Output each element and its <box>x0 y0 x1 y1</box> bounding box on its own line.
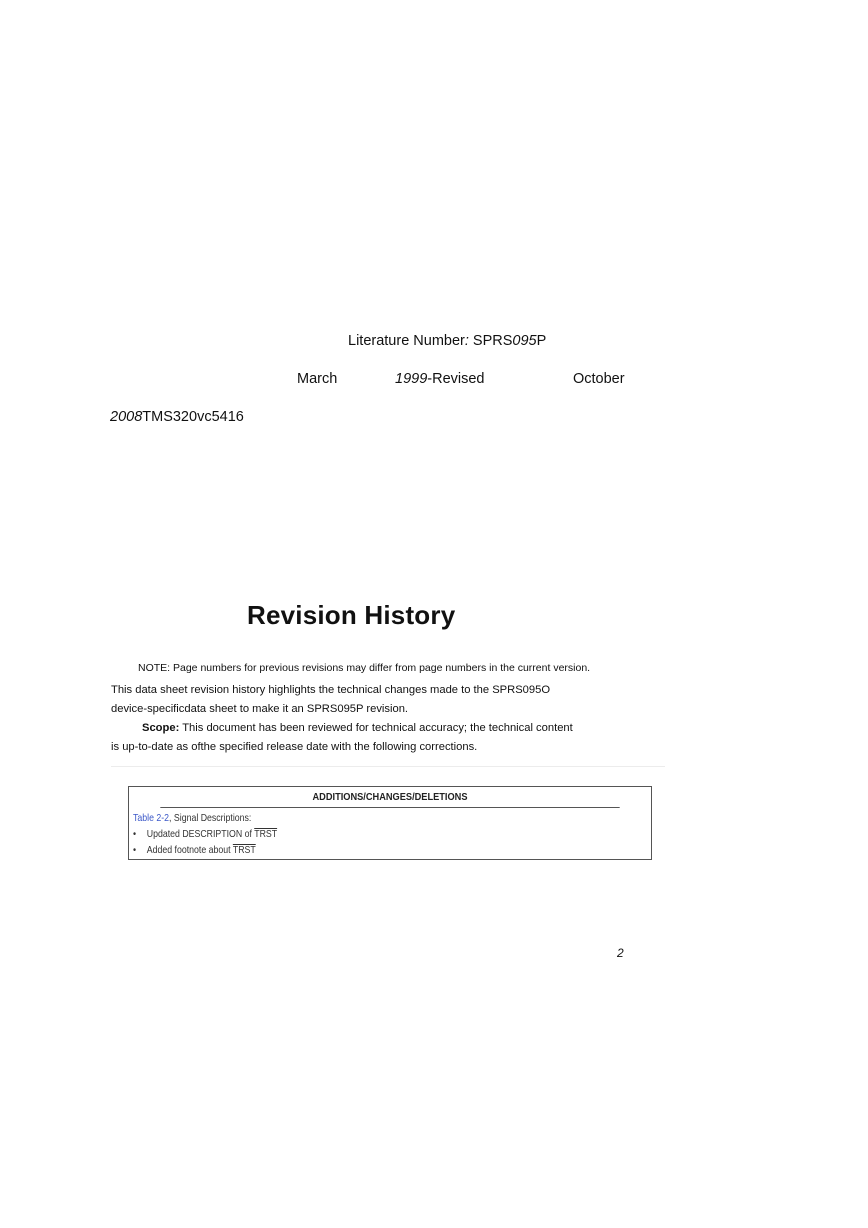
date-revised-month: October <box>573 371 625 387</box>
part-number: TMS320vc5416 <box>142 409 244 425</box>
changes-table-header: ADDITIONS/CHANGES/DELETIONS <box>160 787 619 808</box>
section-divider <box>111 766 665 767</box>
signal-name: TRST <box>254 829 278 840</box>
date-revised-year: 2008 <box>110 409 143 425</box>
date-start-year-line <box>395 371 484 387</box>
scope-line <box>142 722 573 734</box>
scope-label: Scope: <box>142 722 180 734</box>
changes-table-body <box>129 808 651 859</box>
literature-number-prefix: SPRS <box>472 333 513 349</box>
list-item-text: Added footnote about <box>146 845 233 856</box>
date-start-month: March <box>297 371 338 387</box>
literature-number-colon: : <box>464 333 469 349</box>
signal-name: TRST <box>232 845 256 856</box>
list-item <box>133 827 578 843</box>
list-item <box>133 843 578 859</box>
table-ref-text: , Signal Descriptions: <box>169 813 252 824</box>
page-number: 2 <box>617 946 624 960</box>
scope-line-2: is up-to-date as ofthe specified release date with the following corrections. <box>111 741 478 753</box>
list-item-text: Updated DESCRIPTION of <box>146 829 255 840</box>
bullet-icon: • <box>133 829 137 840</box>
intro-line-2: device-specificdata sheet to make it an SPRS095P revision. <box>111 703 409 715</box>
scope-text: This document has been reviewed for technical accuracy; the technical content <box>179 722 573 734</box>
table-ref-line <box>133 811 578 827</box>
date-start-year: 1999 <box>395 371 428 387</box>
literature-number-label: Literature Number <box>348 333 465 349</box>
part-number-line <box>110 409 244 425</box>
revision-note: NOTE: Page numbers for previous revisions may differ from page numbers in the current version. <box>138 662 591 674</box>
literature-number-digits: 095 <box>512 333 537 349</box>
date-revised-label: -Revised <box>427 371 485 387</box>
literature-number-line <box>348 333 546 349</box>
literature-number-suffix: P <box>536 333 547 349</box>
changes-table <box>128 786 652 860</box>
table-2-2-link[interactable]: Table 2-2 <box>133 813 170 824</box>
bullet-icon: • <box>133 845 137 856</box>
revision-history-title: Revision History <box>247 600 456 630</box>
intro-line-1: This data sheet revision history highlights the technical changes made to the SPRS095O <box>111 684 551 696</box>
